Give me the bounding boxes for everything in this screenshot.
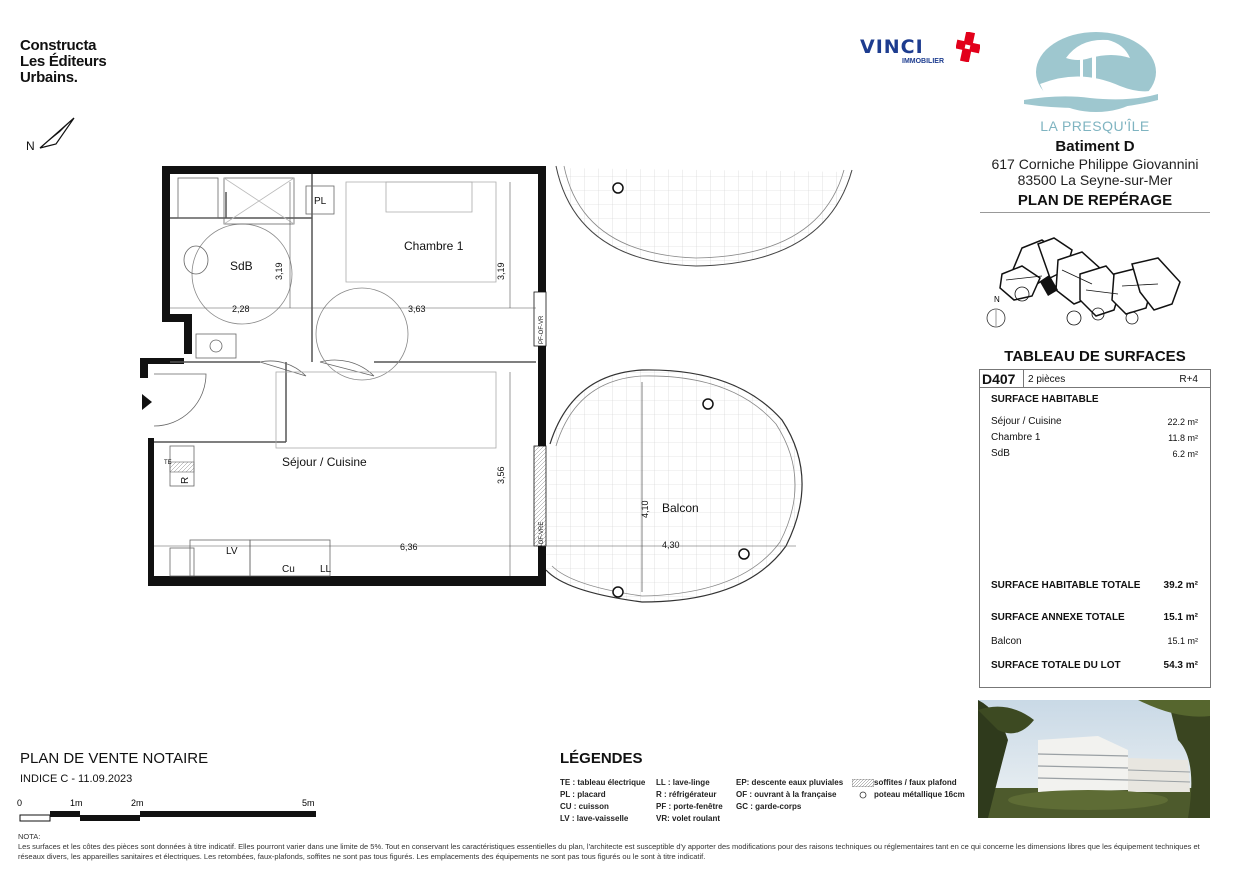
legend-item: TE : tableau électrique [560, 778, 646, 787]
scale-bar [14, 795, 324, 829]
vinci-logo [860, 32, 982, 68]
scale-label-2m: 2m [131, 798, 144, 808]
label-te: TE [164, 460, 172, 466]
company-line-2: Les Éditeurs [20, 53, 107, 70]
vinci-name: VINCI [860, 36, 924, 58]
note-heading: NOTA: [18, 832, 41, 841]
legend-item-poteau: poteau métallique 16cm [852, 789, 965, 801]
room-name: Séjour / Cuisine [991, 416, 1062, 427]
indice-date: INDICE C - 11.09.2023 [20, 773, 133, 785]
annexe-total-value: 15.1 m² [1163, 612, 1198, 623]
room-name: Chambre 1 [991, 432, 1041, 443]
building-render-image [978, 700, 1210, 818]
legend-col-1 [560, 777, 645, 825]
room-label-chambre: Chambre 1 [404, 239, 464, 253]
room-value: 11.8 m² [1168, 433, 1198, 443]
label-cu: Cu [282, 564, 295, 575]
disclaimer-note [18, 832, 1228, 862]
room-label-sdb: SdB [230, 259, 253, 273]
circle-swatch-icon [852, 791, 874, 799]
scale-label-5m: 5m [302, 798, 315, 808]
plan-reperage-title: PLAN DE REPÉRAGE [1017, 192, 1173, 209]
legend-item: VR: volet roulant [656, 814, 721, 823]
legend-item: R : réfrigérateur [656, 790, 717, 799]
north-arrow-icon [24, 114, 84, 158]
floor-plan [136, 162, 856, 612]
north-label: N [26, 139, 35, 153]
tableau-title: TABLEAU DE SURFACES [1004, 348, 1186, 365]
lot-pieces: 2 pièces [1028, 374, 1066, 385]
legend-col-3 [736, 777, 843, 813]
company-line-3: Urbains. [20, 69, 78, 86]
room-label-sejour: Séjour / Cuisine [282, 455, 367, 469]
label-lv: LV [226, 546, 238, 557]
legend-item: LL : lave-linge [656, 778, 710, 787]
presquile-logo [1020, 28, 1160, 116]
label-pf-of-vre: PF-OF-VRE [539, 521, 545, 554]
address-line-2: 83500 La Seyne-sur-Mer [1017, 172, 1173, 188]
key-plan [982, 230, 1208, 340]
room-value: 6.2 m² [1172, 449, 1198, 459]
lot-header [980, 370, 1210, 388]
annexe-name: Balcon [991, 636, 1022, 647]
scale-label-0: 0 [17, 798, 23, 808]
legend-item: PF : porte-fenêtre [656, 802, 723, 811]
legend-item: CU : cuisson [560, 802, 609, 811]
legend-item: LV : lave-vaisselle [560, 814, 629, 823]
lot-total-value: 54.3 m² [1163, 660, 1198, 671]
habitable-heading: SURFACE HABITABLE [991, 394, 1099, 405]
note-text: Les surfaces et les côtes des pièces sont données à titre indicatif. Elles pourront varier dans une limite de 5%. Tout en conservant les caractéristiques essentielles du plan, l'architecte est susceptible d'y apporter des modifications pour des raisons techniques ou réglementaires tant en ce qui concerne les dimensions libres que les équipement techniques et réseaux divers, les appareilles sanitaires et électriques. Les retombées, faux-plafonds, soffites ne sont pas tous figurés. Les emplacements des équipements ne sont pas tous figurés ou le sont à titre indicatif. [18, 842, 1200, 861]
legend-item: GC : garde-corps [736, 802, 802, 811]
company-logo [20, 38, 106, 86]
dim-chambre-w: 3,63 [408, 304, 426, 314]
lot-id: D407 [982, 371, 1016, 387]
dim-sdb-h: 3,19 [274, 262, 284, 280]
dim-sejour-h: 3,56 [496, 466, 506, 484]
legend-col-2 [656, 777, 723, 825]
entrance-arrow-icon [142, 394, 152, 410]
divider [980, 212, 1210, 213]
dim-balcon-h: 4,10 [640, 500, 650, 518]
room-label-balcon: Balcon [662, 501, 699, 515]
legend-item-soffites: soffites / faux plafond [852, 777, 965, 789]
annexe-value: 15.1 m² [1167, 636, 1198, 646]
project-name: LA PRESQU'ÎLE [1040, 118, 1150, 134]
building-title: Batiment D [1055, 138, 1135, 155]
label-pl: PL [314, 196, 327, 207]
habitable-total-label: SURFACE HABITABLE TOTALE [991, 580, 1141, 591]
room-name: SdB [991, 448, 1010, 459]
room-value: 22.2 m² [1167, 417, 1198, 427]
legend-title: LÉGENDES [560, 750, 643, 767]
plan-vente-title: PLAN DE VENTE NOTAIRE [20, 750, 209, 767]
vinci-sub: IMMOBILIER [902, 58, 944, 65]
habitable-total-value: 39.2 m² [1163, 580, 1198, 591]
main-balcony [546, 370, 802, 602]
legend-item: EP: descente eaux pluviales [736, 778, 844, 787]
label-pf-of-vr: PF-OF-VR [539, 315, 545, 344]
dim-sdb-w: 2,28 [232, 304, 250, 314]
hatch-swatch-icon [852, 779, 874, 787]
legend-item: PL : placard [560, 790, 606, 799]
legend-col-4 [852, 777, 965, 801]
dim-balcon-w: 4,30 [662, 540, 680, 550]
legend-item: OF : ouvrant à la française [736, 790, 837, 799]
annexe-total-label: SURFACE ANNEXE TOTALE [991, 612, 1125, 623]
company-line-1: Constructa [20, 37, 97, 54]
scale-label-1m: 1m [70, 798, 83, 808]
upper-balcony [556, 166, 852, 266]
lot-level: R+4 [1179, 374, 1198, 385]
vinci-cross-icon [956, 32, 980, 62]
dim-chambre-h: 3,19 [496, 262, 506, 280]
surfaces-table [979, 369, 1211, 688]
dim-sejour-w: 6,36 [400, 542, 418, 552]
label-ll: LL [320, 564, 332, 575]
lot-total-label: SURFACE TOTALE DU LOT [991, 660, 1121, 671]
label-r: R [180, 476, 191, 484]
address-line-1: 617 Corniche Philippe Giovannini [991, 156, 1199, 172]
keyplan-north-label: N [994, 295, 1000, 304]
